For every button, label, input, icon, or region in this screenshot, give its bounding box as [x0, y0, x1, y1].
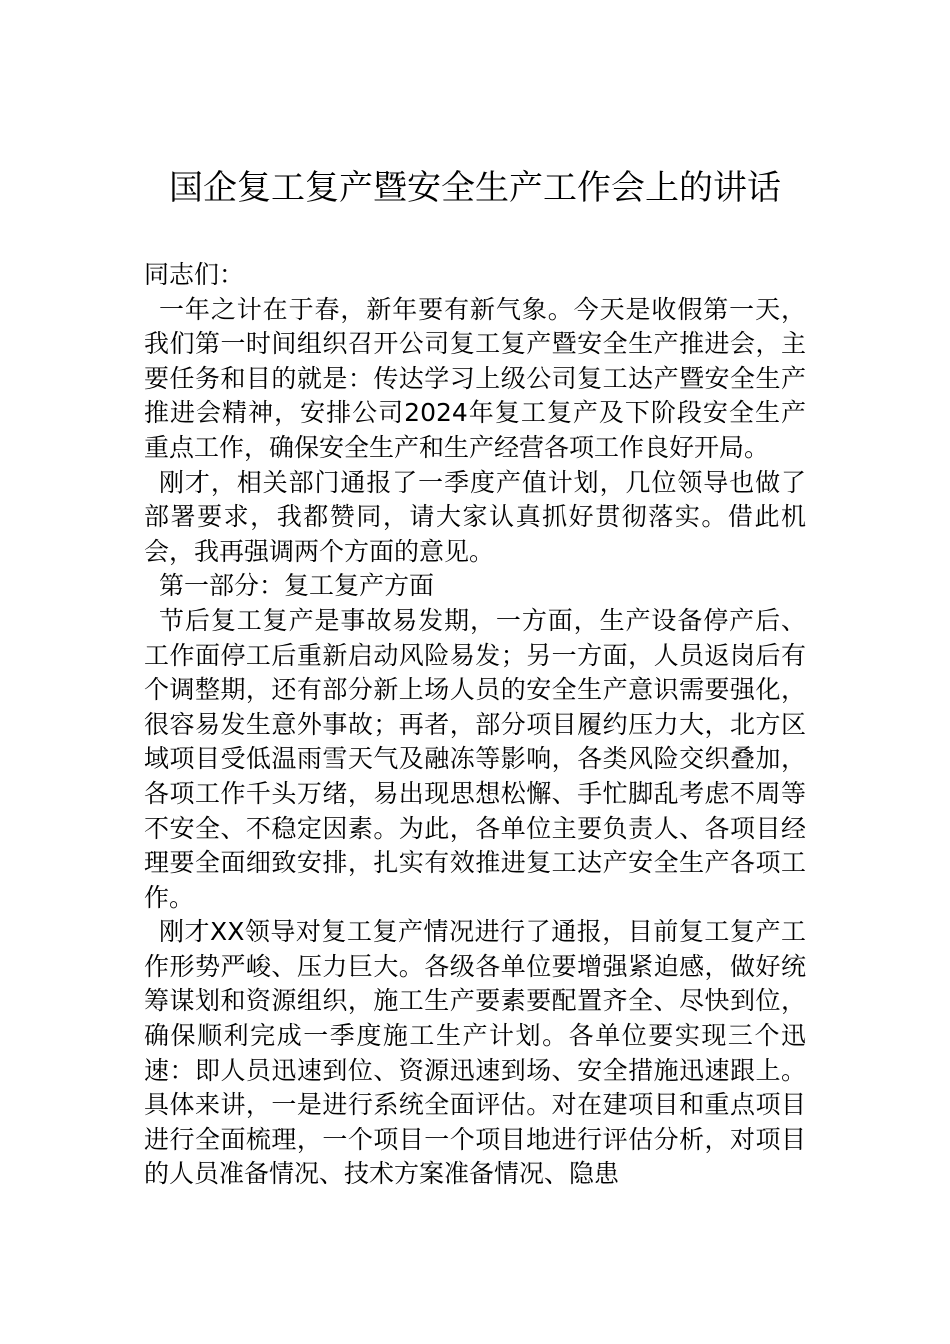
paragraph: 刚才，相关部门通报了一季度产值计划，几位领导也做了部署要求，我都赞同，请大家认真抓好贯彻落实。借此机会，我再强调两个方面的意见。	[144, 467, 806, 566]
paragraph: 节后复工复产是事故易发期，一方面，生产设备停产后、工作面停工后重新启动风险易发；另一方面，人员返岗后有个调整期，还有部分新上场人员的安全生产意识需要强化，很容易发生意外事故；再者，部分项目履约压力大，北方区域项目受低温雨雪天气及融冻等影响，各类风险交织叠加，各项工作千头万绪，易出现思想松懈、手忙脚乱考虑不周等不安全、不稳定因素。为此，各单位主要负责人、各项目经理要全面细致安排，扎实有效推进复工达产安全生产各项工作。	[144, 605, 806, 912]
salutation: 同志们：	[144, 260, 245, 289]
section-heading: 第一部分：复工复产方面	[159, 571, 435, 601]
document-title: 国企复工复产暨安全生产工作会上的讲话	[169, 168, 781, 208]
paragraph: 一年之计在于春，新年要有新气象。今天是收假第一天，我们第一时间组织召开公司复工复产暨安全生产推进会，主要任务和目的就是：传达学习上级公司复工达产暨安全生产推进会精神，安排公司2024年复工复产及下阶段安全生产重点工作，确保安全生产和生产经营各项工作良好开局。	[144, 294, 806, 462]
paragraph: 刚才XX领导对复工复产情况进行了通报，目前复工复产工作形势严峻、压力巨大。各级各单位要增强紧迫感，做好统筹谋划和资源组织，施工生产要素要配置齐全、尽快到位，确保顺利完成一季度施工生产计划。各单位要实现三个迅速：即人员迅速到位、资源迅速到场、安全措施迅速跟上。具体来讲，一是进行系统全面评估。对在建项目和重点项目进行全面梳理，一个项目一个项目地进行评估分析，对项目的人员准备情况、技术方案准备情况、隐患	[144, 917, 806, 1189]
document-body	[144, 258, 806, 1192]
